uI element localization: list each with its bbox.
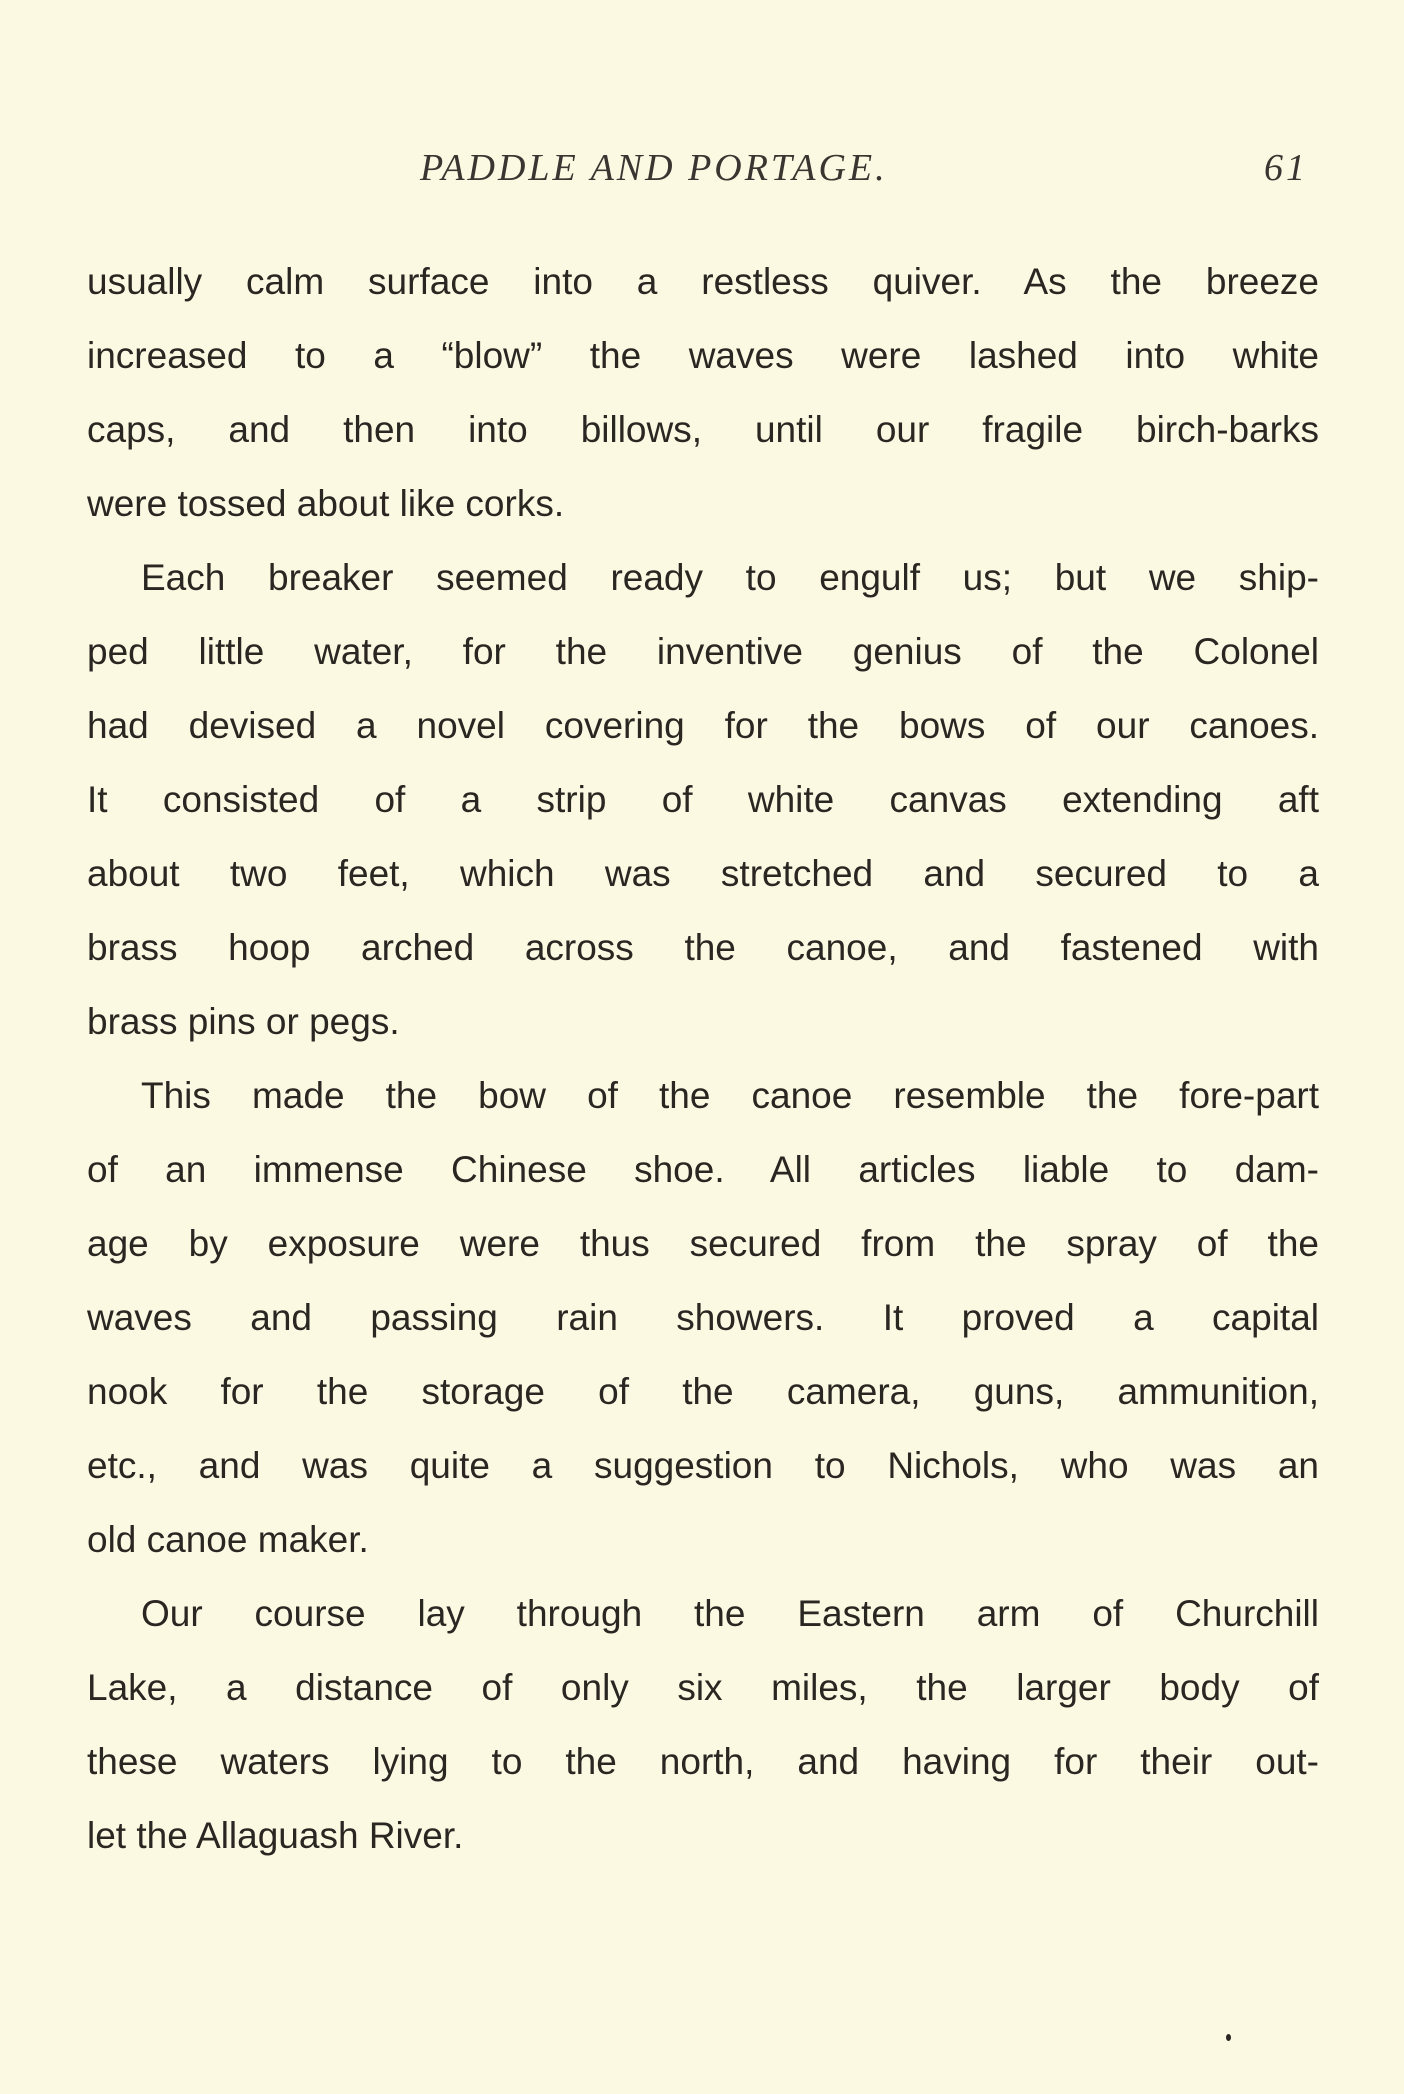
body-text: [87, 245, 1319, 1873]
paragraph: [87, 541, 1319, 1059]
paragraph: [87, 1577, 1319, 1873]
text-line: were tossed about like corks.: [87, 483, 565, 524]
text-line: age by exposure were thus secured from the spray of the: [87, 1223, 1319, 1264]
running-title: PADDLE AND PORTAGE.: [420, 147, 888, 189]
text-line: Each breaker seemed ready to engulf us; but we ship-: [141, 557, 1319, 598]
text-line: Our course lay through the Eastern arm of Churchill: [141, 1593, 1319, 1634]
text-line: usually calm surface into a restless quiver. As the breeze: [87, 261, 1319, 302]
text-line: let the Allaguash River.: [87, 1815, 464, 1856]
text-line: waves and passing rain showers. It proved a capital: [87, 1297, 1319, 1338]
page-number: 61: [1264, 147, 1308, 189]
paragraph: [87, 1059, 1319, 1577]
running-head: [0, 146, 1404, 196]
text-line: caps, and then into billows, until our fragile birch-barks: [87, 409, 1319, 450]
text-line: This made the bow of the canoe resemble the fore-part: [141, 1075, 1319, 1116]
text-line: old canoe maker.: [87, 1519, 369, 1560]
text-line: had devised a novel covering for the bows of our canoes.: [87, 705, 1319, 746]
text-line: brass pins or pegs.: [87, 1001, 400, 1042]
text-line: It consisted of a strip of white canvas extending aft: [87, 779, 1319, 820]
text-line: brass hoop arched across the canoe, and fastened with: [87, 927, 1319, 968]
ink-speck: [1226, 2034, 1231, 2041]
text-line: ped little water, for the inventive genius of the Colonel: [87, 631, 1319, 672]
text-line: these waters lying to the north, and having for their out-: [87, 1741, 1319, 1782]
text-line: Lake, a distance of only six miles, the larger body of: [87, 1667, 1319, 1708]
paragraph: [87, 245, 1319, 541]
text-line: about two feet, which was stretched and secured to a: [87, 853, 1319, 894]
text-line: increased to a “blow” the waves were lashed into white: [87, 335, 1319, 376]
text-line: nook for the storage of the camera, guns, ammunition,: [87, 1371, 1319, 1412]
text-line: etc., and was quite a suggestion to Nichols, who was an: [87, 1445, 1319, 1486]
text-line: of an immense Chinese shoe. All articles liable to dam-: [87, 1149, 1319, 1190]
